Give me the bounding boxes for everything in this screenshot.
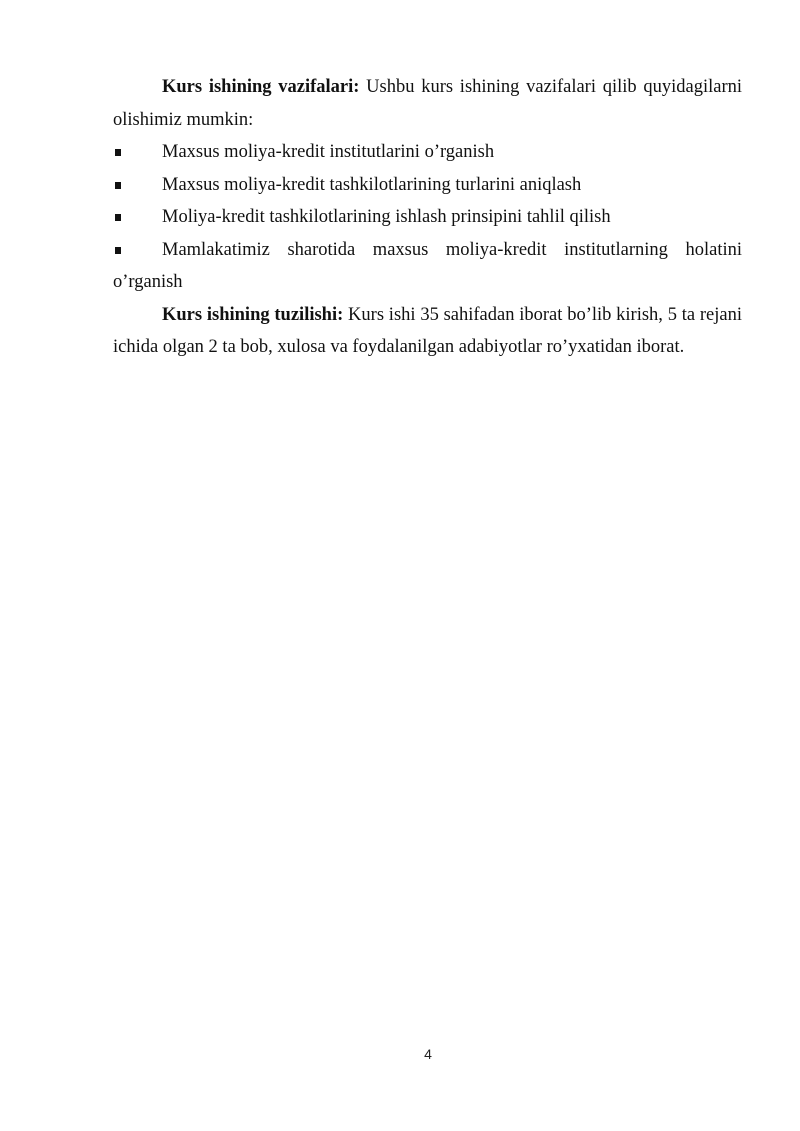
page-content <box>113 71 742 364</box>
square-bullet-icon <box>115 247 121 254</box>
list-item <box>113 169 742 202</box>
list-item-text: Maxsus moliya-kredit institutlarini o’rganish <box>162 142 495 162</box>
structure-text: Kurs ishi 35 sahifadan iborat bo’lib kirish, 5 ta rejani ichida olgan 2 ta bob, xulosa va foydalanilgan adabiyotlar ro’yxatidan iborat. <box>113 304 742 357</box>
tasks-heading: Kurs ishining vazifalari: <box>162 77 360 97</box>
square-bullet-icon <box>115 214 121 221</box>
structure-heading: Kurs ishining tuzilishi: <box>162 304 344 325</box>
page-number: 4 <box>424 1046 432 1062</box>
tasks-text: Ushbu kurs ishining vazifalari qilib quyidagilarni olishimiz mumkin: <box>113 77 742 130</box>
square-bullet-icon <box>115 182 121 189</box>
list-item <box>113 136 742 169</box>
structure-paragraph <box>113 299 742 364</box>
list-item-text: Moliya-kredit tashkilotlarining ishlash prinsipini tahlil qilish <box>162 207 611 227</box>
square-bullet-icon <box>115 149 121 156</box>
list-item <box>113 234 742 299</box>
tasks-paragraph <box>113 71 742 136</box>
list-item-text: Maxsus moliya-kredit tashkilotlarining turlarini aniqlash <box>162 174 582 195</box>
list-item-text: Mamlakatimiz sharotida maxsus moliya-kredit institutlarning holatini o’rganish <box>113 239 742 292</box>
list-item <box>113 201 742 234</box>
